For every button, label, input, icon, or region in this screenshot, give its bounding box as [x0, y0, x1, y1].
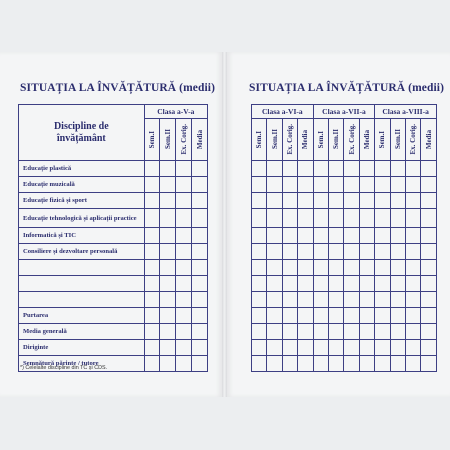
grade-cell[interactable] [421, 324, 437, 340]
grade-cell[interactable] [252, 193, 267, 209]
grade-cell[interactable] [176, 228, 192, 244]
table-row [252, 244, 437, 260]
grade-cell[interactable] [359, 228, 374, 244]
grade-cell[interactable] [192, 308, 208, 324]
grade-cell[interactable] [298, 356, 313, 372]
table-row [252, 209, 437, 228]
grade-cell[interactable] [282, 340, 297, 356]
grade-cell[interactable] [176, 260, 192, 276]
grade-cell[interactable] [329, 228, 344, 244]
subject-label: Purtarea [19, 308, 145, 324]
grade-cell[interactable] [390, 324, 405, 340]
grade-cell[interactable] [176, 209, 192, 228]
grade-cell[interactable] [390, 340, 405, 356]
table-row [252, 292, 437, 308]
grade-cell[interactable] [144, 228, 160, 244]
grade-cell[interactable] [390, 356, 405, 372]
grade-cell[interactable] [344, 209, 359, 228]
grade-cell[interactable] [421, 177, 437, 193]
grade-cell[interactable] [313, 292, 328, 308]
grade-cell[interactable] [329, 324, 344, 340]
grade-cell[interactable] [375, 276, 390, 292]
grade-cell[interactable] [282, 209, 297, 228]
table-row [252, 228, 437, 244]
grade-cell[interactable] [144, 292, 160, 308]
grade-cell[interactable] [313, 324, 328, 340]
grade-cell[interactable] [344, 356, 359, 372]
grade-cell[interactable] [344, 324, 359, 340]
grade-cell[interactable] [421, 260, 437, 276]
grade-cell[interactable] [252, 260, 267, 276]
table-row [252, 340, 437, 356]
grade-cell[interactable] [267, 308, 282, 324]
grade-cell[interactable] [313, 228, 328, 244]
grade-cell[interactable] [390, 161, 405, 177]
grade-cell[interactable] [160, 292, 176, 308]
table-row [252, 308, 437, 324]
column-header: Sem.I [375, 119, 390, 161]
grade-cell[interactable] [421, 340, 437, 356]
grade-cell[interactable] [192, 244, 208, 260]
grade-cell[interactable] [313, 308, 328, 324]
right-grades-table [251, 104, 437, 372]
grade-cell[interactable] [344, 228, 359, 244]
grade-cell[interactable] [359, 193, 374, 209]
grade-cell[interactable] [359, 209, 374, 228]
grade-cell[interactable] [192, 324, 208, 340]
grade-cell[interactable] [329, 161, 344, 177]
class-header: Clasa a-VIII-a [375, 105, 437, 119]
grade-cell[interactable] [390, 260, 405, 276]
grade-cell[interactable] [375, 324, 390, 340]
grade-cell[interactable] [144, 356, 160, 372]
grade-cell[interactable] [267, 356, 282, 372]
grade-cell[interactable] [390, 228, 405, 244]
grade-cell[interactable] [329, 209, 344, 228]
column-header: Sem.I [313, 119, 328, 161]
grade-cell[interactable] [160, 260, 176, 276]
disciplines-header [19, 105, 145, 161]
grade-cell[interactable] [267, 260, 282, 276]
grade-cell[interactable] [144, 177, 160, 193]
grade-cell[interactable] [344, 340, 359, 356]
grade-cell[interactable] [282, 244, 297, 260]
grade-cell[interactable] [344, 177, 359, 193]
grade-cell[interactable] [344, 193, 359, 209]
grade-cell[interactable] [160, 209, 176, 228]
subject-label: Media generală [19, 324, 145, 340]
grade-cell[interactable] [267, 193, 282, 209]
table-row [252, 260, 437, 276]
column-header: Sem.I [144, 119, 160, 161]
grade-cell[interactable] [176, 244, 192, 260]
grade-cell[interactable] [344, 276, 359, 292]
grade-cell[interactable] [359, 177, 374, 193]
grade-cell[interactable] [375, 177, 390, 193]
grade-cell[interactable] [160, 308, 176, 324]
grade-cell[interactable] [267, 292, 282, 308]
grade-cell[interactable] [267, 161, 282, 177]
column-header: Sem.II [390, 119, 405, 161]
table-row [19, 161, 208, 177]
grade-cell[interactable] [282, 177, 297, 193]
grade-cell[interactable] [313, 209, 328, 228]
grade-cell[interactable] [375, 356, 390, 372]
grade-cell[interactable] [176, 276, 192, 292]
grade-cell[interactable] [267, 324, 282, 340]
grade-cell[interactable] [375, 193, 390, 209]
grade-cell[interactable] [282, 292, 297, 308]
grade-cell[interactable] [144, 276, 160, 292]
grade-cell[interactable] [252, 209, 267, 228]
grade-cell[interactable] [406, 324, 421, 340]
column-header: Media [298, 119, 313, 161]
grade-cell[interactable] [390, 177, 405, 193]
grade-cell[interactable] [329, 340, 344, 356]
table-row [19, 276, 208, 292]
grade-cell[interactable] [344, 244, 359, 260]
grade-cell[interactable] [160, 244, 176, 260]
subject-label: Diriginte [19, 340, 145, 356]
grade-cell[interactable] [406, 340, 421, 356]
grade-cell[interactable] [344, 308, 359, 324]
grade-cell[interactable] [282, 356, 297, 372]
column-header: Media [421, 119, 437, 161]
grade-cell[interactable] [176, 308, 192, 324]
grade-cell[interactable] [313, 276, 328, 292]
grade-cell[interactable] [282, 228, 297, 244]
subject-label: Educație tehnologică și aplicații practice [19, 209, 145, 228]
grade-cell[interactable] [298, 161, 313, 177]
grade-cell[interactable] [298, 276, 313, 292]
grade-cell[interactable] [252, 177, 267, 193]
grade-cell[interactable] [282, 260, 297, 276]
grade-cell[interactable] [329, 244, 344, 260]
subject-label: Educație plastică [19, 161, 145, 177]
grade-cell[interactable] [375, 209, 390, 228]
grade-cell[interactable] [421, 276, 437, 292]
grade-cell[interactable] [406, 228, 421, 244]
table-row [252, 324, 437, 340]
grade-cell[interactable] [176, 340, 192, 356]
table-row [19, 260, 208, 276]
grade-cell[interactable] [144, 308, 160, 324]
left-page-title: SITUAȚIA LA ÎNVĂȚĂTURĂ (medii) [20, 82, 216, 94]
table-row [19, 177, 208, 193]
grade-cell[interactable] [252, 276, 267, 292]
subject-label: Educație muzicală [19, 177, 145, 193]
grade-cell[interactable] [390, 209, 405, 228]
grade-cell[interactable] [406, 308, 421, 324]
grade-cell[interactable] [421, 308, 437, 324]
grade-cell[interactable] [344, 292, 359, 308]
grade-cell[interactable] [160, 340, 176, 356]
grade-cell[interactable] [329, 292, 344, 308]
grade-cell[interactable] [176, 161, 192, 177]
grade-cell[interactable] [390, 193, 405, 209]
grade-cell[interactable] [406, 193, 421, 209]
grade-cell[interactable] [313, 356, 328, 372]
grade-cell[interactable] [298, 308, 313, 324]
table-row [19, 340, 208, 356]
grade-cell[interactable] [176, 356, 192, 372]
column-header: Ex. Corig. [406, 119, 421, 161]
grade-cell[interactable] [313, 193, 328, 209]
grade-cell[interactable] [298, 228, 313, 244]
grade-cell[interactable] [160, 228, 176, 244]
grade-cell[interactable] [421, 161, 437, 177]
grade-cell[interactable] [144, 340, 160, 356]
grade-cell[interactable] [329, 276, 344, 292]
grade-cell[interactable] [375, 292, 390, 308]
grade-cell[interactable] [267, 244, 282, 260]
grade-cell[interactable] [298, 292, 313, 308]
grade-cell[interactable] [192, 260, 208, 276]
grade-cell[interactable] [375, 260, 390, 276]
grade-cell[interactable] [344, 260, 359, 276]
table-row [19, 193, 208, 209]
grade-cell[interactable] [375, 340, 390, 356]
grade-cell[interactable] [313, 260, 328, 276]
grade-cell[interactable] [313, 340, 328, 356]
grade-cell[interactable] [359, 340, 374, 356]
grade-cell[interactable] [192, 340, 208, 356]
grade-cell[interactable] [313, 177, 328, 193]
column-header: Sem.II [160, 119, 176, 161]
grade-cell[interactable] [267, 276, 282, 292]
right-page-title: SITUAȚIA LA ÎNVĂȚĂTURĂ (medii) [249, 82, 445, 94]
grade-cell[interactable] [421, 244, 437, 260]
column-header: Sem.I [252, 119, 267, 161]
grade-cell[interactable] [375, 228, 390, 244]
grade-cell[interactable] [176, 324, 192, 340]
grade-cell[interactable] [421, 228, 437, 244]
grade-cell[interactable] [390, 292, 405, 308]
table-row [19, 228, 208, 244]
grade-cell[interactable] [298, 260, 313, 276]
grade-cell[interactable] [375, 308, 390, 324]
grade-cell[interactable] [192, 161, 208, 177]
table-row [19, 292, 208, 308]
grade-cell[interactable] [252, 228, 267, 244]
column-header: Media [359, 119, 374, 161]
class-header: Clasa a-VI-a [252, 105, 314, 119]
grade-cell[interactable] [421, 356, 437, 372]
grade-cell[interactable] [406, 209, 421, 228]
grade-cell[interactable] [359, 260, 374, 276]
grade-cell[interactable] [192, 276, 208, 292]
grade-cell[interactable] [421, 209, 437, 228]
disciplines-header-line2: învățământ [56, 132, 106, 144]
table-row [19, 308, 208, 324]
grade-cell[interactable] [406, 177, 421, 193]
subject-label: Informatică și TIC [19, 228, 145, 244]
grade-cell[interactable] [406, 356, 421, 372]
grade-cell[interactable] [329, 308, 344, 324]
subject-label: Educație fizică și sport [19, 193, 145, 209]
grade-cell[interactable] [267, 228, 282, 244]
subject-label: Consiliere și dezvoltare personală [19, 244, 145, 260]
grade-cell[interactable] [406, 244, 421, 260]
grade-cell[interactable] [421, 193, 437, 209]
book-fold [222, 52, 227, 397]
grade-cell[interactable] [406, 161, 421, 177]
grade-cell[interactable] [282, 308, 297, 324]
grade-cell[interactable] [329, 177, 344, 193]
grade-cell[interactable] [252, 292, 267, 308]
column-header: Ex. Corig. [344, 119, 359, 161]
grade-cell[interactable] [144, 260, 160, 276]
column-header: Media [192, 119, 208, 161]
class-header: Clasa a-VII-a [313, 105, 375, 119]
table-row [252, 177, 437, 193]
grade-cell[interactable] [192, 209, 208, 228]
grade-cell[interactable] [160, 324, 176, 340]
grade-cell[interactable] [421, 292, 437, 308]
grade-cell[interactable] [359, 292, 374, 308]
grade-cell[interactable] [282, 324, 297, 340]
table-row [252, 161, 437, 177]
grade-cell[interactable] [252, 244, 267, 260]
grade-cell[interactable] [160, 276, 176, 292]
table-row [252, 356, 437, 372]
grade-cell[interactable] [298, 340, 313, 356]
column-header: Ex. Corig. [282, 119, 297, 161]
grade-cell[interactable] [375, 244, 390, 260]
grade-cell[interactable] [160, 161, 176, 177]
grade-cell[interactable] [359, 356, 374, 372]
grade-cell[interactable] [252, 340, 267, 356]
grade-cell[interactable] [192, 228, 208, 244]
grade-cell[interactable] [359, 324, 374, 340]
grade-cell[interactable] [344, 161, 359, 177]
class-header: Clasa a-V-a [144, 105, 207, 119]
grade-cell[interactable] [313, 161, 328, 177]
grade-cell[interactable] [359, 161, 374, 177]
grade-cell[interactable] [329, 260, 344, 276]
grade-cell[interactable] [390, 276, 405, 292]
grade-cell[interactable] [252, 356, 267, 372]
grade-cell[interactable] [298, 324, 313, 340]
column-header: Sem.II [267, 119, 282, 161]
grade-cell[interactable] [390, 244, 405, 260]
grade-cell[interactable] [359, 244, 374, 260]
grade-cell[interactable] [176, 292, 192, 308]
grade-cell[interactable] [160, 177, 176, 193]
grade-cell[interactable] [406, 260, 421, 276]
grade-cell[interactable] [160, 356, 176, 372]
grade-cell[interactable] [144, 244, 160, 260]
grade-cell[interactable] [144, 161, 160, 177]
grade-cell[interactable] [144, 193, 160, 209]
grade-cell[interactable] [267, 177, 282, 193]
subject-label [19, 292, 145, 308]
subject-label: Semnătură părinte / tutore [19, 356, 145, 372]
table-row [19, 324, 208, 340]
grade-cell[interactable] [252, 161, 267, 177]
left-grades-table [18, 104, 208, 372]
grade-cell[interactable] [192, 177, 208, 193]
grade-cell[interactable] [298, 209, 313, 228]
grade-cell[interactable] [282, 161, 297, 177]
grade-cell[interactable] [282, 193, 297, 209]
grade-cell[interactable] [406, 276, 421, 292]
column-header: Sem.II [329, 119, 344, 161]
table-row [19, 209, 208, 228]
grade-cell[interactable] [192, 193, 208, 209]
grade-cell[interactable] [298, 244, 313, 260]
grade-cell[interactable] [359, 276, 374, 292]
grade-cell[interactable] [298, 193, 313, 209]
grade-cell[interactable] [176, 193, 192, 209]
subject-label [19, 276, 145, 292]
grade-cell[interactable] [329, 193, 344, 209]
grade-cell[interactable] [313, 244, 328, 260]
column-header: Ex. Corig. [176, 119, 192, 161]
table-row [19, 244, 208, 260]
grade-cell[interactable] [192, 292, 208, 308]
grade-cell[interactable] [359, 308, 374, 324]
subject-label [19, 260, 145, 276]
grade-cell[interactable] [390, 308, 405, 324]
grade-cell[interactable] [282, 276, 297, 292]
grade-cell[interactable] [375, 161, 390, 177]
grade-cell[interactable] [252, 308, 267, 324]
grade-cell[interactable] [406, 292, 421, 308]
table-row [252, 193, 437, 209]
footnote: *) Celelalte discipline din TC și CDS. [20, 365, 108, 371]
table-row [252, 276, 437, 292]
grade-cell[interactable] [192, 356, 208, 372]
grade-cell[interactable] [252, 324, 267, 340]
grade-cell[interactable] [144, 209, 160, 228]
grade-cell[interactable] [160, 193, 176, 209]
grade-cell[interactable] [267, 209, 282, 228]
grade-cell[interactable] [176, 177, 192, 193]
grade-cell[interactable] [329, 356, 344, 372]
grade-cell[interactable] [298, 177, 313, 193]
grade-cell[interactable] [267, 340, 282, 356]
grade-cell[interactable] [144, 324, 160, 340]
disciplines-header-line1: Discipline de [53, 120, 109, 132]
